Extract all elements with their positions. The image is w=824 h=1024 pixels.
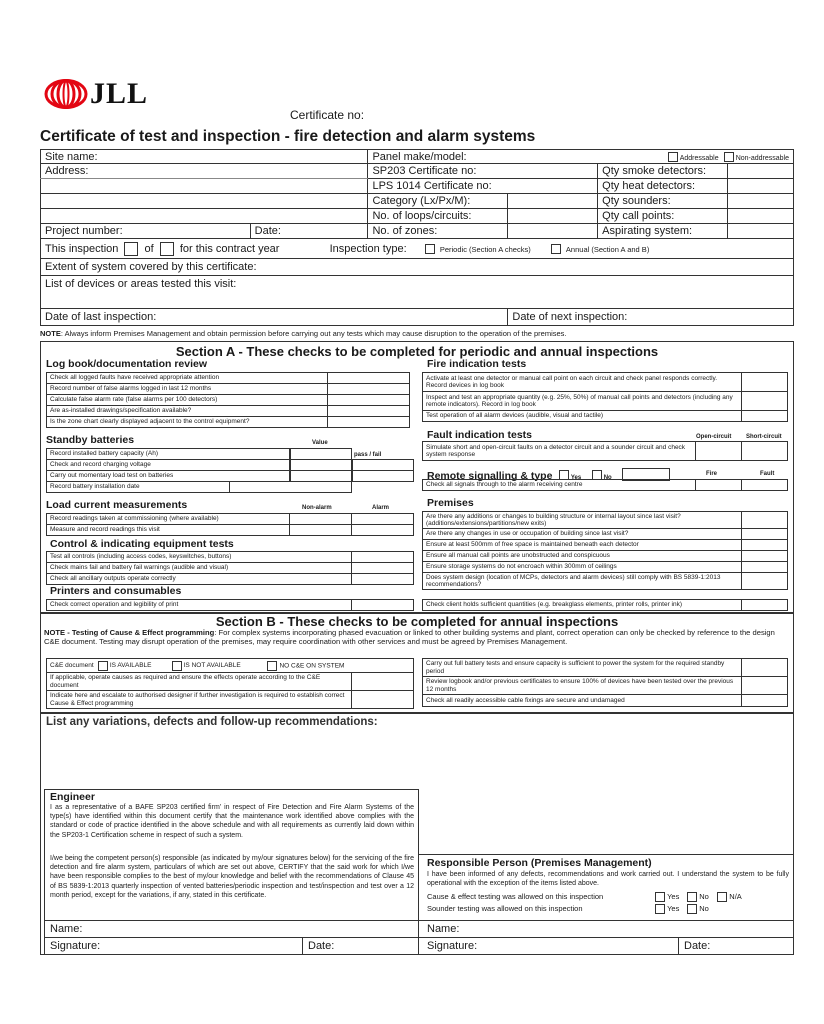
open-circuit-column-header: Open-circuit (696, 434, 732, 440)
inspection-type-label: Inspection type: (329, 242, 407, 255)
sounder-allowed-yes-checkbox[interactable] (655, 904, 665, 914)
ce-answer[interactable] (352, 673, 414, 691)
loops-label: No. of loops/circuits: (368, 209, 508, 224)
control-item: Check all ancillary outputs operate correctly (47, 574, 352, 585)
sounder-allowed-row (427, 904, 709, 914)
annual-item: Review logbook and/or previous certificates to ensure 100% of devices have been tested over the previous 12 months (423, 677, 742, 695)
non-alarm-input[interactable] (290, 525, 352, 536)
load-current-title: Load current measurements (46, 499, 188, 511)
printers-answer[interactable] (352, 600, 414, 611)
short-circuit-column-header: Short-circuit (746, 434, 782, 440)
load-current-table (46, 513, 414, 536)
battery-item: Carry out momentary load test on batteries (47, 471, 290, 482)
periodic-label: Periodic (Section A checks) (439, 244, 531, 254)
details-table (40, 149, 794, 326)
annual-checkbox[interactable] (551, 244, 561, 254)
periodic-checkbox[interactable] (425, 244, 435, 254)
load-current-item: Record readings taken at commissioning (where available) (47, 514, 290, 525)
non-addressable-checkbox[interactable] (724, 152, 734, 162)
premises-answer[interactable] (742, 551, 788, 562)
no-ce-checkbox[interactable] (267, 661, 277, 671)
ce-available-label: IS AVAILABLE (109, 662, 152, 670)
fire-indication-title: Fire indication tests (427, 358, 527, 370)
logbook-table (46, 372, 410, 428)
ce-document-row (47, 659, 414, 673)
inspection-total-input[interactable] (160, 242, 174, 256)
contract-year-label: for this contract year (179, 242, 280, 255)
logbook-answer[interactable] (328, 417, 410, 428)
addressable-checkbox[interactable] (668, 152, 678, 162)
address-line-4[interactable] (41, 209, 368, 224)
engineer-statement-2: I/we being the competent person(s) responsible (as indicated by my/our signatures below) for the servicing of the fire detection and fire alarm system, particulars of which are set out above, CERTIFY that the said work for which I/we have been responsible complies to the best of my/our knowledge and belief with the recommendations of Clause 45 of BS 5839-1:2013 quarterly inspection of vented batteries/periodic inspection and test/inspection and test over a 12 month period, except for the variations, if any, stated in this certificate. (50, 855, 414, 899)
printers-table (46, 599, 414, 611)
non-alarm-column-header: Non-alarm (302, 505, 332, 511)
battery-date-input[interactable] (230, 482, 352, 493)
last-inspection-field[interactable]: Date of last inspection: (41, 309, 508, 326)
no-ce-label: NO C&E ON SYSTEM (279, 662, 345, 670)
remote-signalling-table (422, 479, 788, 491)
inspection-row (41, 239, 794, 259)
premises-answer[interactable] (742, 512, 788, 529)
qty-call-points-input[interactable] (728, 209, 794, 224)
battery-passfail-input[interactable] (353, 460, 414, 471)
premises-answer[interactable] (742, 540, 788, 551)
battery-value-column (290, 448, 352, 482)
batteries-table (46, 448, 290, 482)
printers-item: Check correct operation and legibility of print (47, 600, 352, 611)
premises-item: Ensure all manual call points are unobstructed and conspicuous (423, 551, 742, 562)
loops-input[interactable] (508, 209, 598, 224)
ce-available-checkbox[interactable] (98, 661, 108, 671)
premises-answer[interactable] (742, 562, 788, 573)
logbook-item: Record number of false alarms logged in last 12 months (47, 384, 328, 395)
responsible-person-statement: I have been informed of any defects, recommendations and work carried out. I understand the system to be fully operational with the exception of the items listed above. (427, 871, 789, 888)
section-b-note (44, 628, 790, 646)
fire-indication-item: Activate at least one detector or manual call point on each circuit and check panel responds correctly. Record devices in log book (423, 373, 742, 392)
battery-value-input[interactable] (291, 449, 352, 460)
ce-note-label: NOTE - Testing of Cause & Effect programming (44, 628, 215, 637)
category-input[interactable] (508, 194, 598, 209)
qty-sounders-input[interactable] (728, 194, 794, 209)
of-label: of (144, 242, 154, 255)
section-b-title: Section B - These checks to be completed for annual inspections (215, 614, 619, 629)
ce-allowed-no-checkbox[interactable] (687, 892, 697, 902)
inspection-number-input[interactable] (124, 242, 138, 256)
sp203-field[interactable]: SP203 Certificate no: (368, 164, 598, 179)
ce-item: Indicate here and escalate to authorised designer if further investigation is required to establish correct Cause & Effect programming (47, 691, 352, 709)
engineer-title: Engineer (50, 791, 95, 803)
panel-make-label: Panel make/model: (372, 150, 467, 163)
fire-indication-item: Inspect and test an appropriate quantity (e.g. 25%, 50%) of manual call points and detectors (including any remote indicators). Record in log book (423, 392, 742, 411)
premises-item: Are there any changes in use or occupation of building since last visit? (423, 529, 742, 540)
premises-item: Are there any additions or changes to building structure or internal layout since last visit? (additions/extensions/partitions/new exits) (423, 512, 742, 529)
battery-passfail-input[interactable] (353, 471, 414, 482)
fault-indication-item: Simulate short and open-circuit faults on a detector circuit and a sounder circuit and check system response (423, 442, 696, 461)
this-inspection-label: This inspection (45, 242, 119, 255)
annual-checks-table (422, 658, 788, 707)
project-number-field[interactable]: Project number: (41, 224, 251, 239)
fire-column-header: Fire (706, 471, 718, 477)
fire-indication-answer[interactable] (742, 411, 788, 422)
general-note (40, 329, 567, 338)
battery-item: Check and record charging voltage (47, 460, 290, 471)
logbook-answer[interactable] (328, 384, 410, 395)
sounder-yes-label: Yes (667, 904, 680, 913)
address-field[interactable]: Address: (41, 164, 368, 179)
zones-label: No. of zones: (368, 224, 508, 239)
remote-signalling-title: Remote signalling & type (427, 470, 553, 482)
battery-date-row (46, 481, 352, 493)
jll-logo (44, 78, 184, 110)
engineer-date-field[interactable]: Date: (308, 940, 335, 952)
qty-heat-label: Qty heat detectors: (598, 179, 728, 194)
address-line-3[interactable] (41, 194, 368, 209)
aspirating-input[interactable] (728, 224, 794, 239)
engineer-statement-1: I as a representative of a BAFE SP203 certified firm' in respect of Fire Detection and Fire Alarm Systems of the type(s) have identified within this document certify that the maintenance work identified above complies with the standard or code of practice identified in the above schedule and with all requirements as currently laid down within the SP203-1 Certification scheme in respect of such a system. (50, 804, 414, 839)
premises-item: Ensure storage systems do not encroach within 300mm of ceilings (423, 562, 742, 573)
logbook-item: Calculate false alarm rate (false alarms per 100 detectors) (47, 395, 328, 406)
annual-label: Annual (Section A and B) (565, 244, 650, 254)
note-text: : Always inform Premises Management and obtain permission before carrying out any tests which may cause disruption to the operation of the premises. (60, 329, 567, 338)
engineer-signature-field[interactable]: Signature: (50, 940, 101, 952)
battery-passfail-column (352, 459, 414, 482)
value-column-header: Value (312, 440, 328, 446)
qty-call-points-label: Qty call points: (598, 209, 728, 224)
alarm-input[interactable] (352, 514, 414, 525)
logbook-answer[interactable] (328, 373, 410, 384)
short-circuit-input[interactable] (742, 442, 788, 461)
remote-signalling-item: Check all signals through to the alarm receiving centre (423, 480, 696, 491)
batteries-title: Standby batteries (46, 434, 135, 446)
premises-item: Ensure at least 500mm of free space is maintained beneath each detector (423, 540, 742, 551)
premises-title: Premises (427, 497, 474, 509)
fire-signal-input[interactable] (696, 480, 742, 491)
battery-value-input[interactable] (291, 471, 352, 482)
consumables-item: Check client holds sufficient quantities (e.g. breakglass elements, printer rolls, printer ink) (423, 600, 742, 611)
logbook-item: Are as-installed drawings/specification available? (47, 406, 328, 417)
sounder-allowed-label: Sounder testing was allowed on this inspection (427, 904, 583, 913)
responsible-name-field[interactable]: Name: (427, 923, 460, 935)
ce-yes-label: Yes (667, 892, 680, 901)
pass-fail-column-header: pass / fail (354, 452, 382, 458)
ce-allowed-row (427, 892, 742, 902)
ce-no-label: No (699, 892, 709, 901)
annual-item: Check all readily accessible cable fixings are secure and undamaged (423, 695, 742, 707)
alarm-column-header: Alarm (372, 505, 390, 511)
logbook-title: Log book/documentation review (46, 358, 208, 370)
next-inspection-field[interactable]: Date of next inspection: (508, 309, 794, 326)
fault-column-header: Fault (760, 471, 775, 477)
logbook-answer[interactable] (328, 395, 410, 406)
control-answer[interactable] (352, 574, 414, 585)
date-field[interactable]: Date: (250, 224, 368, 239)
annual-item: Carry out full battery tests and ensure capacity is sufficient to power the system for the required standby period (423, 659, 742, 677)
fault-indication-title: Fault indication tests (427, 429, 533, 441)
engineer-name-field[interactable]: Name: (50, 923, 83, 935)
panel-make-field[interactable] (368, 150, 794, 164)
ce-na-label: N/A (729, 892, 742, 901)
ce-not-available-checkbox[interactable] (172, 661, 182, 671)
battery-value-input[interactable] (291, 460, 352, 471)
qty-smoke-input[interactable] (728, 164, 794, 179)
battery-item: Record battery installation date (47, 482, 230, 493)
open-circuit-input[interactable] (696, 442, 742, 461)
control-item: Check mains fail and battery fail warnings (audible and visual) (47, 563, 352, 574)
remote-yes-label: Yes (570, 475, 582, 481)
consumables-answer[interactable] (742, 600, 788, 611)
page-title: Certificate of test and inspection - fire detection and alarm systems (40, 128, 536, 145)
ce-item: If applicable, operate causes as required and ensure the effects operate according to the C&E document (47, 673, 352, 691)
certificate-no-label: Certificate no: (290, 108, 365, 122)
ce-table (46, 658, 414, 709)
consumables-table (422, 599, 788, 611)
section-a-title: Section A - These checks to be completed for periodic and annual inspections (175, 344, 659, 359)
alarm-input[interactable] (352, 525, 414, 536)
annual-answer[interactable] (742, 659, 788, 677)
ce-allowed-label: Cause & effect testing was allowed on this inspection (427, 892, 604, 901)
sounder-no-label: No (699, 904, 709, 913)
printers-title: Printers and consumables (50, 585, 182, 597)
fire-indication-answer[interactable] (742, 392, 788, 411)
responsible-date-field[interactable]: Date: (684, 940, 711, 952)
ce-not-available-label: IS NOT AVAILABLE (183, 662, 241, 670)
logbook-answer[interactable] (328, 406, 410, 417)
ce-allowed-yes-checkbox[interactable] (655, 892, 665, 902)
ce-allowed-na-checkbox[interactable] (717, 892, 727, 902)
premises-answer[interactable] (742, 529, 788, 540)
fire-indication-table (422, 372, 788, 422)
control-title: Control & indicating equipment tests (50, 538, 234, 550)
logo-text: JLL (90, 77, 149, 110)
sounder-allowed-no-checkbox[interactable] (687, 904, 697, 914)
responsible-signature-field[interactable]: Signature: (427, 940, 478, 952)
logbook-item: Is the zone chart clearly displayed adjacent to the control equipment? (47, 417, 328, 428)
qty-heat-input[interactable] (728, 179, 794, 194)
responsible-person-title: Responsible Person (Premises Management) (427, 857, 652, 869)
zones-input[interactable] (508, 224, 598, 239)
ce-note-text: : For complex systems incorporating phased evacuation or linked to other building systems and plant, correct operation can only be checked by reference to the design C&E document. Testing may disrupt operation of the premises, may require coordination with other services and must be agreed by Premises Management. (44, 628, 775, 647)
control-answer[interactable] (352, 563, 414, 574)
non-alarm-input[interactable] (290, 514, 352, 525)
extent-field[interactable]: Extent of system covered by this certificate: (41, 259, 794, 276)
premises-answer[interactable] (742, 573, 788, 590)
fault-signal-input[interactable] (742, 480, 788, 491)
fire-indication-item: Test operation of all alarm devices (audible, visual and tactile) (423, 411, 742, 422)
devices-tested-field[interactable]: List of devices or areas tested this visit: (41, 276, 794, 309)
control-item: Test all controls (including access codes, keyswitches, buttons) (47, 552, 352, 563)
annual-answer[interactable] (742, 677, 788, 695)
premises-table (422, 511, 788, 590)
ce-answer[interactable] (352, 691, 414, 709)
jll-rings-icon (44, 79, 88, 109)
addressable-label: Addressable (679, 154, 719, 162)
qty-smoke-label: Qty smoke detectors: (598, 164, 728, 179)
aspirating-label: Aspirating system: (598, 224, 728, 239)
ce-document-label: C&E document (50, 662, 94, 670)
variations-label: List any variations, defects and follow-up recommendations: (46, 716, 378, 728)
lps1014-field[interactable]: LPS 1014 Certificate no: (368, 179, 598, 194)
note-label: NOTE (40, 329, 61, 338)
qty-sounders-label: Qty sounders: (598, 194, 728, 209)
non-addressable-label: Non-addressable (735, 154, 789, 162)
control-table (46, 551, 414, 585)
category-label: Category (Lx/Px/M): (368, 194, 508, 209)
load-current-item: Measure and record readings this visit (47, 525, 290, 536)
battery-item: Record installed battery capacity (Ah) (47, 449, 290, 460)
annual-answer[interactable] (742, 695, 788, 707)
fault-indication-table (422, 441, 788, 461)
premises-item: Does system design (location of MCPs, detectors and alarm devices) still comply with BS 5839-1:2013 recommendations? (423, 573, 742, 590)
logbook-item: Check all logged faults have received appropriate attention (47, 373, 328, 384)
control-answer[interactable] (352, 552, 414, 563)
site-name-field[interactable]: Site name: (41, 150, 368, 164)
fire-indication-answer[interactable] (742, 373, 788, 392)
remote-no-label: No (603, 475, 612, 481)
address-line-2[interactable] (41, 179, 368, 194)
